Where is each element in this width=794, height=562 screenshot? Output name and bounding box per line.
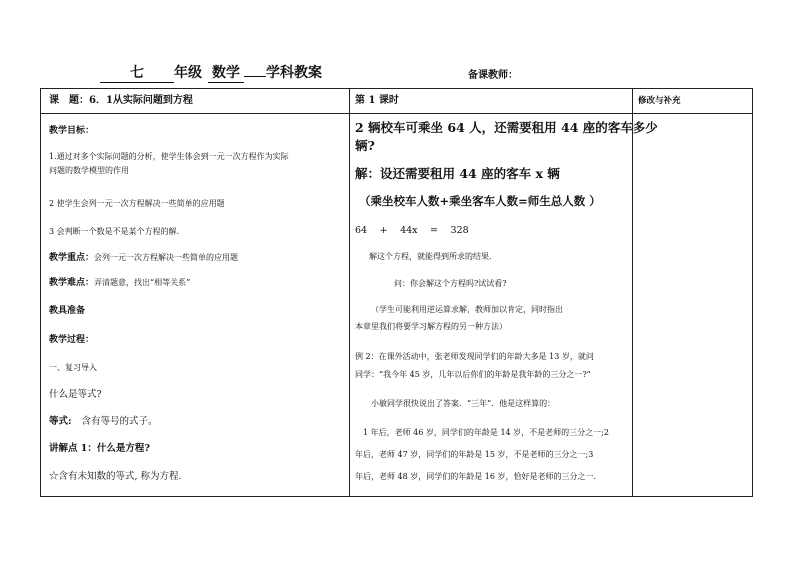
- grade-suffix: 年级: [174, 65, 202, 81]
- goal-1-line-2: 问题的数学模型的作用: [49, 166, 129, 175]
- calc-line-2: 年后，老师 47 岁，同学们的年龄是 15 岁，不是老师的三分之一;3: [355, 450, 594, 459]
- left-column: [41, 89, 349, 498]
- middle-column: [349, 89, 658, 498]
- subject-field: 数学: [208, 62, 244, 83]
- hint-line-2: 本章里我们将要学习解方程的另一种方法）: [355, 322, 507, 331]
- question-prompt: 问：你会解这个方程吗?试试看?: [394, 279, 507, 288]
- subject-blank: [244, 76, 266, 77]
- equality-text: 含有等号的式子。: [81, 416, 158, 427]
- problem-line-2: 辆?: [355, 138, 375, 153]
- equation-definition: ☆含有未知数的等式, 称为方程.: [49, 471, 182, 482]
- equality-label: 等式:: [49, 416, 72, 427]
- teacher-label: 备课教师：: [468, 70, 518, 81]
- lesson-plan-table: [40, 88, 753, 497]
- goal-3: 3 会判断一个数是不是某个方程的解.: [49, 227, 180, 236]
- notes-column: [632, 113, 754, 498]
- example-2-line-2: 同学：“我今年 45 岁，几年以后你们的年龄是我年龄的三分之一?”: [355, 370, 591, 379]
- goal-1-line-1: 1.通过对多个实际问题的分析，使学生体会到一元一次方程作为实际: [49, 152, 289, 161]
- lesson-number-cell: 第 1 课时: [355, 95, 399, 106]
- goal-2: 2 使学生会列一元一次方程解决一些简单的应用题: [49, 199, 225, 208]
- equality-question: 什么是等式?: [49, 389, 102, 400]
- key-point: [49, 252, 238, 264]
- difficult-point: [49, 277, 190, 289]
- solve-note: 解这个方程，就能得到所求的结果．: [369, 252, 497, 261]
- example-2-line-1: 例 2：在课外活动中，张老师发现同学们的年龄大多是 13 岁，就问: [355, 352, 594, 361]
- difficult-point-label: 教学难点：: [49, 278, 95, 288]
- topic-cell: 课 题：6．1从实际问题到方程: [49, 95, 193, 106]
- problem-line-1: 2 辆校车可乘坐 64 人，还需要租用 44 座的客车多少: [355, 120, 658, 135]
- key-point-text: 会列一元一次方程解决一些简单的应用题: [94, 253, 239, 262]
- document-title: [100, 62, 322, 83]
- process-title: 教学过程：: [49, 335, 95, 345]
- point-1-heading: 讲解点 1：什么是方程?: [49, 443, 150, 454]
- calc-line-1: 1 年后，老师 46 岁，同学们的年龄是 14 岁，不是老师的三分之一;2: [363, 428, 609, 437]
- hint-line-1: （学生可能利用逆运算求解，教师加以肯定，同时指出: [371, 305, 563, 314]
- difficult-point-text: 弄清题意，找出“相等关系”: [94, 278, 191, 287]
- plan-label: 学科教案: [266, 65, 322, 81]
- solution-setup: 解：设还需要租用 44 座的客车 x 辆: [355, 166, 560, 181]
- calc-line-3: 年后，老师 48 岁，同学们的年龄是 16 岁，恰好是老师的三分之一.: [355, 472, 597, 481]
- equality-definition: [49, 416, 158, 428]
- key-point-label: 教学重点：: [49, 253, 95, 263]
- equation: 64 + 44x = 328: [355, 225, 469, 236]
- example-2-line-3: 小敏同学很快说出了答案．“三年”．他是这样算的：: [371, 399, 556, 408]
- equal-relation: （乘坐校车人数+乘坐客车人数=师生总人数 ）: [359, 194, 601, 208]
- review-heading: 一、复习导入: [49, 363, 97, 372]
- notes-header-cell: 修改与补充: [638, 96, 681, 106]
- teaching-aids: 教具准备: [49, 306, 86, 316]
- grade-field: 七: [100, 62, 174, 83]
- goals-title: 教学目标：: [49, 126, 95, 136]
